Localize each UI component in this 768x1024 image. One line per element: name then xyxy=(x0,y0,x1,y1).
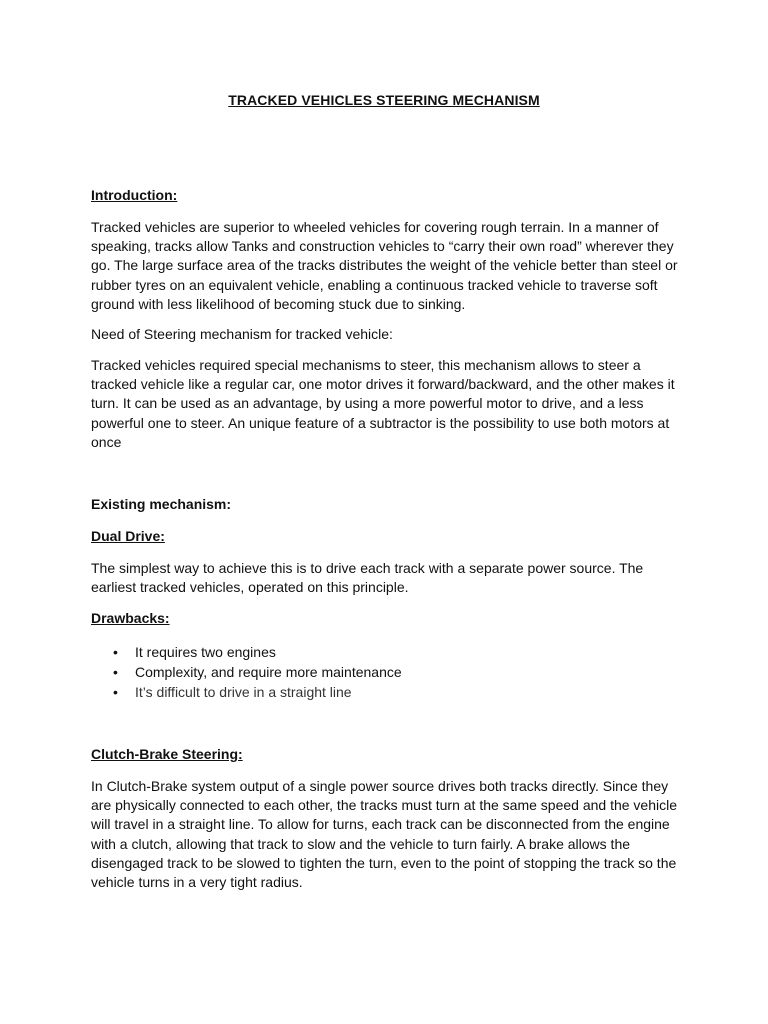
list-item xyxy=(91,682,402,702)
introduction-paragraph: Tracked vehicles are superior to wheeled vehicles for covering rough terrain. In a manner of speaking, tracks allow Tanks and construction vehicles to “carry their own road” wherever they go. The large surface area of the tracks distributes the weight of the vehicle better than steel or rubber tyres on an equivalent vehicle, enabling a continuous tracked vehicle to traverse soft ground with less likelihood of becoming stuck due to sinking. xyxy=(91,219,678,312)
list-item-text: Complexity, and require more maintenance xyxy=(135,664,402,680)
drawbacks-list xyxy=(91,642,402,702)
list-item xyxy=(91,642,402,662)
list-item-text: It’s difficult to drive in a straight line xyxy=(135,684,352,700)
clutch-brake-heading: Clutch-Brake Steering: xyxy=(91,746,243,762)
bullet-icon: • xyxy=(113,644,118,660)
need-paragraph: Tracked vehicles required special mechanisms to steer, this mechanism allows to steer a tracked vehicle like a regular car, one motor drives it forward/backward, and the other makes it turn. It can be used as an advantage, by using a more powerful motor to drive, and a less powerful one to steer. An unique feature of a subtractor is the possibility to use both motors at once xyxy=(91,357,675,450)
introduction-heading: Introduction: xyxy=(91,187,178,203)
list-item-text: It requires two engines xyxy=(135,644,276,660)
clutch-brake-paragraph: In Clutch-Brake system output of a single power source drives both tracks directly. Since they are physically connected to each other, the tracks must turn at the same speed and the vehicle will travel in a straight line. To allow for turns, each track can be disconnected from the engine with a clutch, allowing that track to slow and the vehicle to turn fairly. A brake allows the disengaged track to be slowed to tighten the turn, even to the point of stopping the track so the vehicle turns in a very tight radius. xyxy=(91,778,678,891)
need-heading: Need of Steering mechanism for tracked vehicle: xyxy=(91,326,393,342)
bullet-icon: • xyxy=(113,684,118,700)
dual-drive-paragraph: The simplest way to achieve this is to drive each track with a separate power source. The earliest tracked vehicles, operated on this principle. xyxy=(91,560,644,596)
existing-mechanism-heading: Existing mechanism: xyxy=(91,496,232,512)
dual-drive-heading: Dual Drive: xyxy=(91,528,165,544)
list-item xyxy=(91,662,402,682)
bullet-icon: • xyxy=(113,664,118,680)
page-title: TRACKED VEHICLES STEERING MECHANISM xyxy=(228,92,540,108)
drawbacks-heading: Drawbacks: xyxy=(91,610,170,626)
